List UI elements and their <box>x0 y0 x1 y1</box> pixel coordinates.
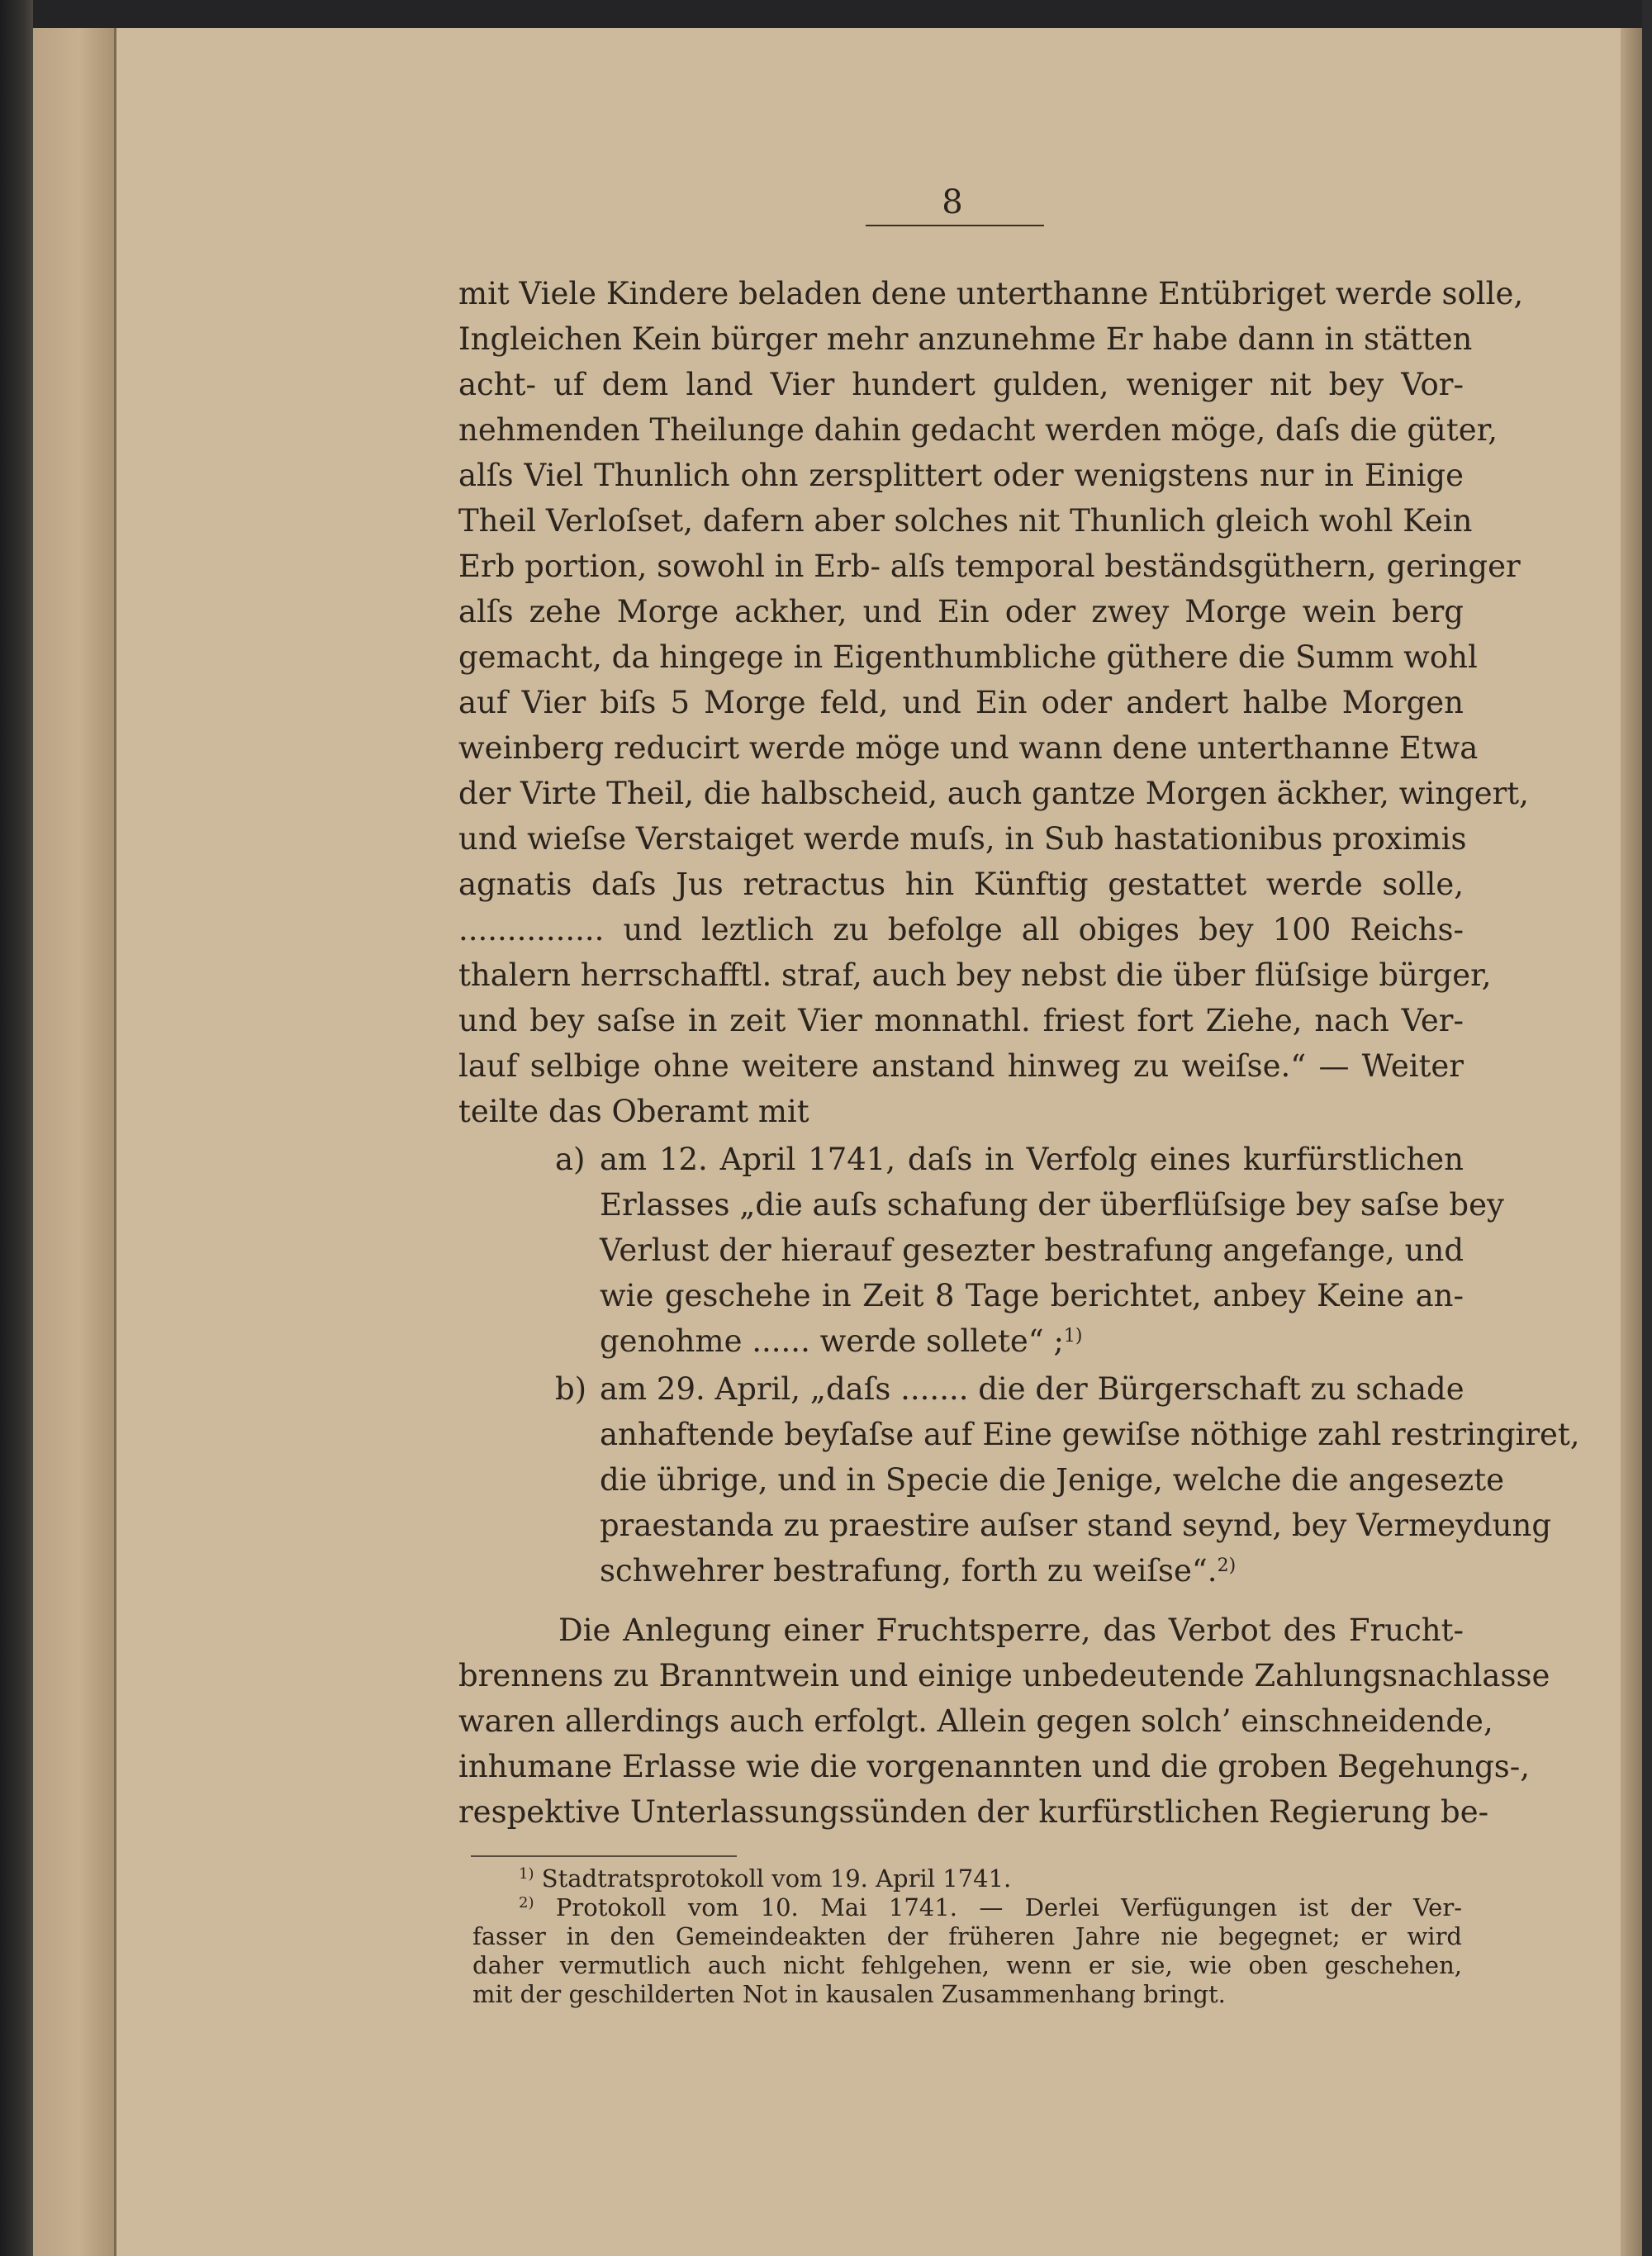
text-line: Die Anlegung einer Fruchtsperre, das Verbot des Frucht- <box>558 1612 1464 1648</box>
text-line: lauf selbige ohne weitere anstand hinweg zu weiſse.“ — Weiter <box>458 1048 1464 1084</box>
list-item-text: genohme ...... werde sollete“ ; <box>600 1323 1064 1359</box>
footnote-text: Stadtratsprotokoll vom 19. April 1741. <box>541 1864 1012 1893</box>
scan-right-edge <box>1642 0 1652 2256</box>
footnote-rule <box>471 1855 737 1857</box>
text-line: praestanda zu praestire auſser stand seynd, bey Vermeydung <box>600 1508 1552 1543</box>
list-item-text: am 29. April, „daſs ....... die der Bürgerschaft zu schade <box>600 1371 1464 1407</box>
footnote-reference: 2) <box>1217 1555 1237 1576</box>
list-item-text: schwehrer bestrafung, forth zu weiſse“. <box>600 1553 1218 1589</box>
text-line: brennens zu Branntwein und einige unbedeutende Zahlungsnachlasse <box>458 1658 1550 1693</box>
text-line: Erb portion, sowohl in Erb- alſs temporal beständsgüthern, geringer <box>458 549 1521 584</box>
list-marker: a) <box>555 1142 586 1177</box>
page-number: 8 <box>942 183 963 221</box>
text-line: respektive Unterlassungssünden der kurfürstlichen Regierung be- <box>458 1794 1489 1830</box>
page-right-fold <box>1621 28 1642 2256</box>
page-edge-line <box>114 28 116 2256</box>
text-line: alſs zehe Morge ackher, und Ein oder zwey Morge wein berg <box>458 594 1464 629</box>
text-line: und wieſse Verstaiget werde muſs, in Sub hastationibus proximis <box>458 821 1467 857</box>
text-line: ............... und leztlich zu befolge all obiges bey 100 Reichs- <box>458 912 1464 948</box>
text-line: gemacht, da hingege in Eigenthumbliche güthere die Summ wohl <box>458 639 1478 675</box>
underlying-page-margin <box>33 28 116 2256</box>
footnote-mark: 1) <box>519 1865 534 1883</box>
text-line: teilte das Oberamt mit <box>458 1094 809 1129</box>
text-line <box>600 1553 1464 1589</box>
text-line: wie geschehe in Zeit 8 Tage berichtet, anbey Keine an- <box>600 1278 1464 1313</box>
footnote-reference: 1) <box>1063 1326 1083 1346</box>
scan-top-edge <box>0 0 1652 28</box>
scan-left-edge <box>0 0 33 2256</box>
page-number-rule <box>866 225 1044 226</box>
footnote-2 <box>519 1893 1463 1921</box>
text-line: weinberg reducirt werde möge und wann dene unterthanne Etwa <box>458 730 1479 766</box>
text-line: der Virte Theil, die halbscheid, auch gantze Morgen äckher, wingert, <box>458 776 1529 811</box>
footnote-1 <box>519 1864 1462 1893</box>
footnote-line: daher vermutlich auch nicht fehlgehen, wenn er sie, wie oben geschehen, <box>472 1951 1462 1979</box>
text-line: mit Viele Kindere beladen dene unterthanne Entübriget werde solle, <box>458 276 1524 311</box>
text-line: waren allerdings auch erfolgt. Allein gegen solch’ einschneidende, <box>458 1703 1493 1739</box>
text-line: Verlust der hierauf gesezter bestrafung angefange, und <box>600 1232 1464 1268</box>
list-item-a <box>555 1144 1464 1175</box>
text-line: acht- uf dem land Vier hundert gulden, weniger nit bey Vor- <box>458 367 1464 402</box>
text-line: agnatis daſs Jus retractus hin Künftig gestattet werde solle, <box>458 867 1464 902</box>
text-line: anhaftende beyſaſse auf Eine gewiſse nöthige zahl restringiret, <box>600 1417 1580 1452</box>
text-line: und bey saſse in zeit Vier monnathl. friest fort Ziehe, nach Ver- <box>458 1003 1464 1038</box>
list-marker: b) <box>555 1371 587 1407</box>
text-line: inhumane Erlasse wie die vorgenannten und die groben Begehungs-, <box>458 1749 1531 1784</box>
text-line: Theil Verloſset, dafern aber solches nit Thunlich gleich wohl Kein <box>458 503 1473 539</box>
list-item-b <box>555 1371 1464 1407</box>
text-line: alſs Viel Thunlich ohn zersplittert oder wenigstens nur in Einige <box>458 458 1464 493</box>
text-line: Ingleichen Kein bürger mehr anzunehme Er habe dann in stätten <box>458 321 1473 357</box>
footnote-line: fasser in den Gemeindeakten der früheren Jahre nie begegnet; er wird <box>472 1922 1462 1950</box>
text-line: nehmenden Theilunge dahin gedacht werden möge, daſs die güter, <box>458 412 1498 448</box>
footnote-mark: 2) <box>519 1894 534 1912</box>
text-line: Erlasses „die auſs schafung der überflüſsige bey saſse bey <box>600 1187 1504 1223</box>
footnote-line: mit der geschilderten Not in kausalen Zusammenhang bringt. <box>472 1980 1226 2008</box>
list-item-text: am 12. April 1741, daſs in Verfolg eines kurfürstlichen <box>600 1142 1464 1177</box>
text-line: thalern herrschafftl. straf, auch bey nebst die über flüſsige bürger, <box>458 957 1492 993</box>
text-line: auf Vier biſs 5 Morge feld, und Ein oder andert halbe Morgen <box>458 685 1464 720</box>
text-line <box>600 1323 1464 1359</box>
text-line: die übrige, und in Specie die Jenige, welche die angesezte <box>600 1462 1505 1498</box>
footnote-text: Protokoll vom 10. Mai 1741. — Derlei Verfügungen ist der Ver- <box>555 1893 1463 1921</box>
